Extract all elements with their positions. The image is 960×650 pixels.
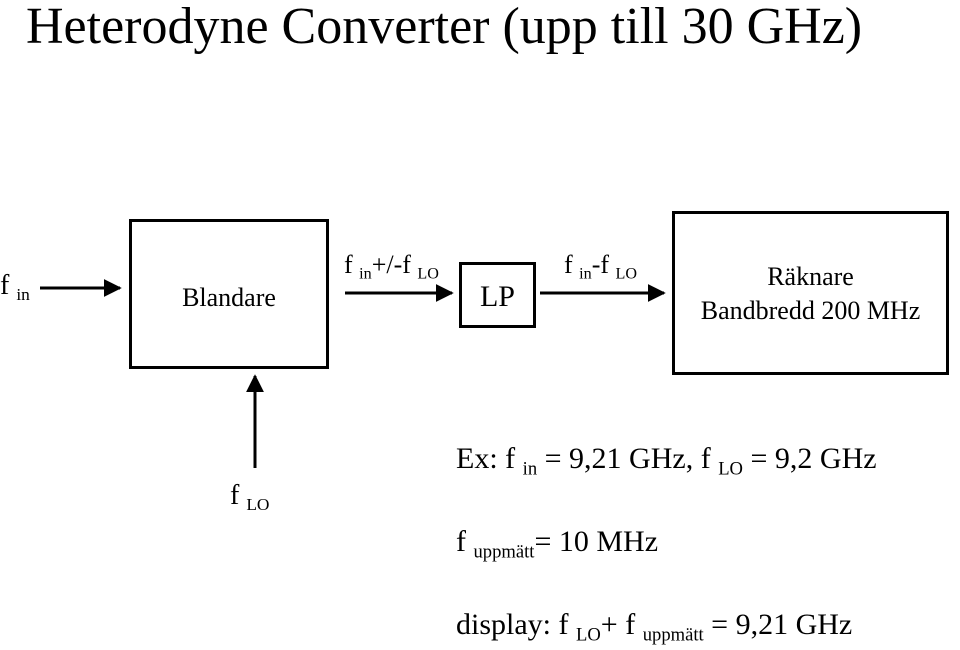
example-line: Ex: f $_{in}$ = 9,21 GHz, f $_{LO}$ = 9,2 GHz xyxy=(456,442,877,480)
filter-output-label: f $_{in}$-f $_{LO}$ xyxy=(564,250,638,283)
local-oscillator-label: f $_{LO}$ xyxy=(230,480,270,515)
page-title: Heterodyne Converter (upp till 30 GHz) xyxy=(26,0,863,55)
measured-frequency-line: f $_{uppmätt}$= 10 MHz xyxy=(456,525,659,563)
input-signal-label: f $_{in}$ xyxy=(0,270,30,305)
counter-label: Räknare xyxy=(767,262,854,291)
counter-bandwidth-label: Bandbredd 200 MHz xyxy=(700,296,921,325)
mixer-label: Blandare xyxy=(182,283,276,312)
display-line: display: f $_{LO}$+ f $_{uppmätt}$ = 9,21 GHz xyxy=(456,608,853,646)
lowpass-label: LP xyxy=(479,280,515,313)
counter-block xyxy=(672,211,949,375)
mixer-output-label: f $_{in}$+/-f $_{LO}$ xyxy=(344,250,439,283)
